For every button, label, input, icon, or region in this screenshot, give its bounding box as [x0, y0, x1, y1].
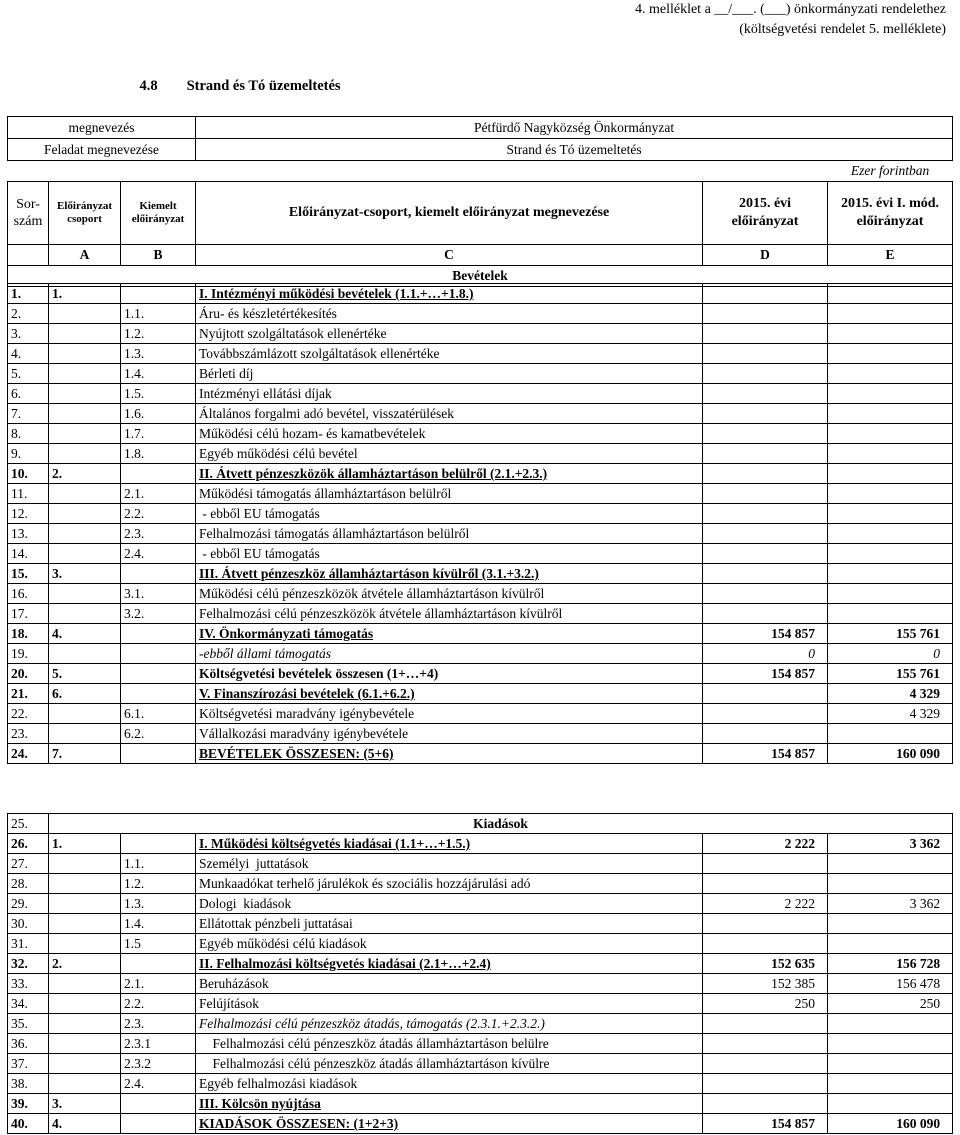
csoport-cell: 2. [49, 954, 121, 974]
table-row [8, 704, 953, 724]
table-row [8, 974, 953, 994]
csoport-cell: 5. [49, 664, 121, 684]
value-e-cell: 4 329 [828, 704, 953, 724]
table-row [8, 1034, 953, 1054]
value-e-cell: 155 761 [828, 664, 953, 684]
value-d-cell: 2 222 [703, 894, 828, 914]
kiemelt-cell: 2.3. [121, 1014, 196, 1034]
value-e-cell: 250 [828, 994, 953, 1014]
kiemelt-cell: 1.2. [121, 874, 196, 894]
kiemelt-cell: 1.5. [121, 384, 196, 404]
value-e-cell: 3 362 [828, 894, 953, 914]
csoport-cell [49, 994, 121, 1014]
header-line-1: 4. melléklet a __/___. (___) önkormányzati rendelethez [634, 2, 946, 17]
kiemelt-cell: 6.2. [121, 724, 196, 744]
csoport-cell [49, 1074, 121, 1094]
value-d-cell [703, 544, 828, 564]
csoport-cell: 6. [49, 684, 121, 704]
value-e-cell [828, 724, 953, 744]
value-e-cell [828, 1034, 953, 1054]
row-number: 17. [8, 604, 49, 624]
csoport-cell: 2. [49, 464, 121, 484]
row-number: 19. [8, 644, 49, 664]
table-row [8, 464, 953, 484]
value-e-cell [828, 404, 953, 424]
value-d-cell [703, 874, 828, 894]
kiemelt-cell: 1.1. [121, 854, 196, 874]
value-e-cell [828, 934, 953, 954]
description-cell: Beruházások [196, 974, 703, 994]
kiemelt-cell: 1.5 [121, 934, 196, 954]
kiadasok-row-number: 25. [8, 814, 49, 834]
row-number: 32. [8, 954, 49, 974]
description-cell: II. Átvett pénzeszközök államháztartáson belülről (2.1.+2.3.) [196, 464, 703, 484]
kiemelt-cell [121, 834, 196, 854]
description-cell: I. Intézményi működési bevételek (1.1.+…+1.8.) [196, 284, 703, 304]
description-cell: Egyéb felhalmozási kiadások [196, 1074, 703, 1094]
value-e-cell [828, 914, 953, 934]
value-d-cell [703, 1074, 828, 1094]
table-row [8, 384, 953, 404]
value-e-cell [828, 424, 953, 444]
description-cell: Bérleti díj [196, 364, 703, 384]
row-number: 4. [8, 344, 49, 364]
csoport-cell [49, 644, 121, 664]
csoport-cell [49, 914, 121, 934]
value-e-cell: 160 090 [828, 1114, 953, 1134]
letter-d: D [703, 245, 828, 266]
value-d-cell [703, 704, 828, 724]
value-e-cell [828, 364, 953, 384]
row-number: 8. [8, 424, 49, 444]
row-number: 36. [8, 1034, 49, 1054]
table-row [8, 724, 953, 744]
description-cell: Költségvetési bevételek összesen (1+…+4) [196, 664, 703, 684]
value-e-cell [828, 1094, 953, 1114]
description-cell: Felújítások [196, 994, 703, 1014]
value-d-cell: 154 857 [703, 744, 828, 764]
value-e-cell [828, 444, 953, 464]
table-row [8, 544, 953, 564]
col-d: 2015. évi előirányzat [703, 182, 828, 245]
csoport-cell: 3. [49, 564, 121, 584]
value-d-cell [703, 304, 828, 324]
table-row [8, 304, 953, 324]
value-d-cell [703, 364, 828, 384]
description-cell: II. Felhalmozási költségvetés kiadásai (2.1+…+2.4) [196, 954, 703, 974]
row-number: 9. [8, 444, 49, 464]
description-cell: Vállalkozási maradvány igénybevétele [196, 724, 703, 744]
csoport-cell [49, 424, 121, 444]
value-d-cell [703, 934, 828, 954]
kiemelt-cell: 1.4. [121, 364, 196, 384]
table-row [8, 604, 953, 624]
row-number: 14. [8, 544, 49, 564]
kiemelt-cell: 3.1. [121, 584, 196, 604]
table-row [8, 834, 953, 854]
csoport-cell [49, 364, 121, 384]
description-cell: III. Átvett pénzeszköz államháztartáson kívülről (3.1.+3.2.) [196, 564, 703, 584]
table-row [8, 664, 953, 684]
csoport-cell [49, 544, 121, 564]
value-e-cell [828, 584, 953, 604]
value-e-cell [828, 854, 953, 874]
value-d-cell [703, 1054, 828, 1074]
value-d-cell: 0 [703, 644, 828, 664]
value-d-cell [703, 564, 828, 584]
table-row [8, 1014, 953, 1034]
table-row [8, 874, 953, 894]
page-title: 4.8 Strand és Tó üzemeltetés [139, 78, 341, 94]
megnevezes-value: Pétfürdő Nagyközség Önkormányzat [196, 117, 953, 139]
csoport-cell [49, 1014, 121, 1034]
value-d-cell [703, 484, 828, 504]
csoport-cell: 1. [49, 284, 121, 304]
value-e-cell [828, 564, 953, 584]
description-cell: Működési célú pénzeszközök átvétele államháztartáson kívülről [196, 584, 703, 604]
row-number: 39. [8, 1094, 49, 1114]
row-number: 24. [8, 744, 49, 764]
table-row [8, 854, 953, 874]
row-number: 18. [8, 624, 49, 644]
csoport-cell: 3. [49, 1094, 121, 1114]
value-d-cell [703, 404, 828, 424]
kiemelt-cell [121, 284, 196, 304]
unit-label: Ezer forintban [828, 161, 953, 182]
csoport-cell [49, 304, 121, 324]
value-e-cell: 155 761 [828, 624, 953, 644]
csoport-cell [49, 974, 121, 994]
csoport-cell [49, 344, 121, 364]
table-row [8, 744, 953, 764]
description-cell: Ellátottak pénzbeli juttatásai [196, 914, 703, 934]
description-cell: Egyéb működési célú bevétel [196, 444, 703, 464]
row-number: 11. [8, 484, 49, 504]
value-d-cell [703, 504, 828, 524]
row-number: 35. [8, 1014, 49, 1034]
value-e-cell [828, 464, 953, 484]
col-sorszam: Sor-szám [8, 182, 49, 245]
value-e-cell: 156 478 [828, 974, 953, 994]
csoport-cell [49, 724, 121, 744]
csoport-cell: 1. [49, 834, 121, 854]
kiemelt-cell: 1.2. [121, 324, 196, 344]
table-row [8, 344, 953, 364]
kiemelt-cell: 2.4. [121, 544, 196, 564]
csoport-cell: 7. [49, 744, 121, 764]
value-d-cell: 152 385 [703, 974, 828, 994]
value-d-cell: 152 635 [703, 954, 828, 974]
value-d-cell [703, 684, 828, 704]
row-number: 23. [8, 724, 49, 744]
description-cell: I. Működési költségvetés kiadásai (1.1+…+1.5.) [196, 834, 703, 854]
description-cell: Munkaadókat terhelő járulékok és szociális hozzájárulási adó [196, 874, 703, 894]
letter-e: E [828, 245, 953, 266]
kiemelt-cell: 1.7. [121, 424, 196, 444]
value-e-cell [828, 324, 953, 344]
value-e-cell: 3 362 [828, 834, 953, 854]
kiemelt-cell [121, 954, 196, 974]
csoport-cell [49, 584, 121, 604]
row-number: 30. [8, 914, 49, 934]
table-row [8, 1074, 953, 1094]
row-number: 31. [8, 934, 49, 954]
csoport-cell [49, 324, 121, 344]
table-row [8, 444, 953, 464]
description-cell: Egyéb működési célú kiadások [196, 934, 703, 954]
value-d-cell [703, 854, 828, 874]
revenue-table [7, 283, 953, 764]
row-number: 37. [8, 1054, 49, 1074]
section-bevetelek: Bevételek [8, 266, 953, 287]
table-row [8, 624, 953, 644]
value-e-cell [828, 1074, 953, 1094]
csoport-cell [49, 854, 121, 874]
value-e-cell [828, 484, 953, 504]
kiemelt-cell [121, 644, 196, 664]
value-e-cell: 4 329 [828, 684, 953, 704]
row-number: 22. [8, 704, 49, 724]
kiemelt-cell: 1.1. [121, 304, 196, 324]
table-row [8, 404, 953, 424]
description-cell: Költségvetési maradvány igénybevétele [196, 704, 703, 724]
description-cell: Áru- és készletértékesítés [196, 304, 703, 324]
csoport-cell: 4. [49, 1114, 121, 1134]
col-csoport: Előirányzat csoport [49, 182, 121, 245]
row-number: 40. [8, 1114, 49, 1134]
table-row [8, 914, 953, 934]
value-d-cell [703, 384, 828, 404]
row-number: 10. [8, 464, 49, 484]
value-d-cell [703, 524, 828, 544]
table-row [8, 1054, 953, 1074]
kiemelt-cell: 2.2. [121, 994, 196, 1014]
description-cell: Működési támogatás államháztartáson belülről [196, 484, 703, 504]
row-number: 27. [8, 854, 49, 874]
kiemelt-cell [121, 1114, 196, 1134]
description-cell: Személyi juttatások [196, 854, 703, 874]
description-cell: Felhalmozási célú pénzeszköz átadás, támogatás (2.3.1.+2.3.2.) [196, 1014, 703, 1034]
description-cell: III. Kölcsön nyújtása [196, 1094, 703, 1114]
value-e-cell: 156 728 [828, 954, 953, 974]
table-row [8, 1114, 953, 1134]
value-d-cell [703, 1034, 828, 1054]
value-e-cell [828, 504, 953, 524]
csoport-cell [49, 404, 121, 424]
description-cell: V. Finanszírozási bevételek (6.1.+6.2.) [196, 684, 703, 704]
letter-b: B [121, 245, 196, 266]
value-e-cell [828, 524, 953, 544]
description-cell: KIADÁSOK ÖSSZESEN: (1+2+3) [196, 1114, 703, 1134]
kiemelt-cell: 1.8. [121, 444, 196, 464]
value-e-cell: 160 090 [828, 744, 953, 764]
value-d-cell: 154 857 [703, 1114, 828, 1134]
table-row [8, 894, 953, 914]
letter-a: A [49, 245, 121, 266]
kiemelt-cell [121, 744, 196, 764]
row-number: 20. [8, 664, 49, 684]
kiemelt-cell: 1.3. [121, 894, 196, 914]
csoport-cell [49, 524, 121, 544]
kiemelt-cell: 2.2. [121, 504, 196, 524]
expense-table [7, 813, 953, 1134]
kiemelt-cell: 2.1. [121, 484, 196, 504]
row-number: 26. [8, 834, 49, 854]
section-kiadasok: Kiadások [49, 814, 953, 834]
table-row [8, 934, 953, 954]
value-d-cell [703, 344, 828, 364]
kiemelt-cell: 2.4. [121, 1074, 196, 1094]
csoport-cell: 4. [49, 624, 121, 644]
description-cell: - ebből EU támogatás [196, 544, 703, 564]
value-d-cell [703, 724, 828, 744]
row-number: 16. [8, 584, 49, 604]
kiemelt-cell [121, 464, 196, 484]
description-cell: Intézményi ellátási díjak [196, 384, 703, 404]
table-row [8, 994, 953, 1014]
kiemelt-cell: 3.2. [121, 604, 196, 624]
description-cell: Működési célú hozam- és kamatbevételek [196, 424, 703, 444]
value-d-cell [703, 604, 828, 624]
row-number: 7. [8, 404, 49, 424]
kiemelt-cell: 2.3.2 [121, 1054, 196, 1074]
kiemelt-cell [121, 564, 196, 584]
kiemelt-cell [121, 664, 196, 684]
col-megnevezes: Előirányzat-csoport, kiemelt előirányzat megnevezése [196, 182, 703, 245]
csoport-cell [49, 874, 121, 894]
row-number: 28. [8, 874, 49, 894]
csoport-cell [49, 1034, 121, 1054]
kiemelt-cell: 6.1. [121, 704, 196, 724]
table-row [8, 1094, 953, 1114]
table-row [8, 424, 953, 444]
description-cell: Felhalmozási célú pénzeszközök átvétele államháztartáson kívülről [196, 604, 703, 624]
row-number: 29. [8, 894, 49, 914]
header-table [7, 116, 953, 287]
feladat-value: Strand és Tó üzemeltetés [196, 139, 953, 161]
table-row [8, 364, 953, 384]
description-cell: Továbbszámlázott szolgáltatások ellenértéke [196, 344, 703, 364]
row-number: 15. [8, 564, 49, 584]
row-number: 38. [8, 1074, 49, 1094]
value-e-cell [828, 1014, 953, 1034]
header-line-2: (költségvetési rendelet 5. melléklete) [739, 22, 946, 37]
table-row [8, 504, 953, 524]
row-number: 21. [8, 684, 49, 704]
table-row [8, 324, 953, 344]
kiemelt-cell [121, 624, 196, 644]
col-kiemelt: Kiemelt előirányzat [121, 182, 196, 245]
table-row [8, 584, 953, 604]
value-d-cell: 2 222 [703, 834, 828, 854]
description-cell: Felhalmozási támogatás államháztartáson belülről [196, 524, 703, 544]
csoport-cell [49, 504, 121, 524]
row-number: 1. [8, 284, 49, 304]
value-d-cell: 154 857 [703, 624, 828, 644]
csoport-cell [49, 604, 121, 624]
value-e-cell [828, 304, 953, 324]
kiemelt-cell: 1.4. [121, 914, 196, 934]
csoport-cell [49, 894, 121, 914]
table-row [8, 524, 953, 544]
kiemelt-cell: 2.1. [121, 974, 196, 994]
value-d-cell [703, 284, 828, 304]
kiemelt-cell: 2.3.1 [121, 1034, 196, 1054]
value-d-cell [703, 1094, 828, 1114]
value-d-cell [703, 324, 828, 344]
value-d-cell [703, 1014, 828, 1034]
table-row [8, 564, 953, 584]
row-number: 34. [8, 994, 49, 1014]
feladat-label: Feladat megnevezése [8, 139, 196, 161]
col-e: 2015. évi I. mód. előirányzat [828, 182, 953, 245]
description-cell: Dologi kiadások [196, 894, 703, 914]
value-e-cell: 0 [828, 644, 953, 664]
value-d-cell [703, 464, 828, 484]
row-number: 12. [8, 504, 49, 524]
csoport-cell [49, 444, 121, 464]
value-e-cell [828, 604, 953, 624]
table-row [8, 644, 953, 664]
document-header [635, 0, 946, 40]
description-cell: IV. Önkormányzati támogatás [196, 624, 703, 644]
row-number: 6. [8, 384, 49, 404]
value-d-cell [703, 424, 828, 444]
csoport-cell [49, 484, 121, 504]
value-e-cell [828, 1054, 953, 1074]
letter-c: C [196, 245, 703, 266]
table-row [8, 284, 953, 304]
csoport-cell [49, 704, 121, 724]
kiemelt-cell: 1.3. [121, 344, 196, 364]
csoport-cell [49, 1054, 121, 1074]
value-e-cell [828, 384, 953, 404]
kiemelt-cell [121, 1094, 196, 1114]
row-number: 13. [8, 524, 49, 544]
value-e-cell [828, 874, 953, 894]
row-number: 2. [8, 304, 49, 324]
kiemelt-cell [121, 684, 196, 704]
kiemelt-cell: 1.6. [121, 404, 196, 424]
row-number: 5. [8, 364, 49, 384]
csoport-cell [49, 384, 121, 404]
description-cell: Nyújtott szolgáltatások ellenértéke [196, 324, 703, 344]
table-row [8, 484, 953, 504]
table-row [8, 954, 953, 974]
value-e-cell [828, 344, 953, 364]
megnevezes-label: megnevezés [8, 117, 196, 139]
description-cell: -ebből állami támogatás [196, 644, 703, 664]
description-cell: Általános forgalmi adó bevétel, visszatérülések [196, 404, 703, 424]
description-cell: Felhalmozási célú pénzeszköz átadás államháztartáson kívülre [196, 1054, 703, 1074]
table-row [8, 684, 953, 704]
csoport-cell [49, 934, 121, 954]
value-d-cell [703, 914, 828, 934]
row-number: 3. [8, 324, 49, 344]
value-e-cell [828, 284, 953, 304]
value-d-cell [703, 584, 828, 604]
kiemelt-cell: 2.3. [121, 524, 196, 544]
description-cell: - ebből EU támogatás [196, 504, 703, 524]
description-cell: Felhalmozási célú pénzeszköz átadás államháztartáson belülre [196, 1034, 703, 1054]
value-d-cell: 250 [703, 994, 828, 1014]
value-d-cell [703, 444, 828, 464]
description-cell: BEVÉTELEK ÖSSZESEN: (5+6) [196, 744, 703, 764]
value-d-cell: 154 857 [703, 664, 828, 684]
value-e-cell [828, 544, 953, 564]
row-number: 33. [8, 974, 49, 994]
